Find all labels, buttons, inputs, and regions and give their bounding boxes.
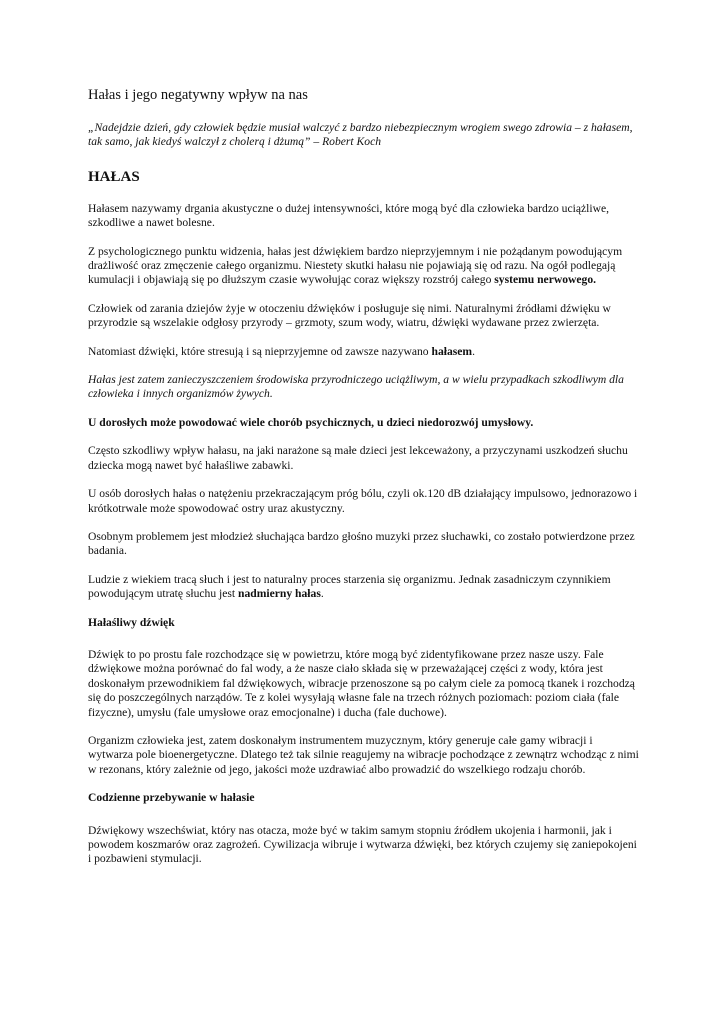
paragraph-stress-sounds bbox=[88, 345, 640, 359]
paragraph-pollution: Hałas jest zatem zanieczyszczeniem środowiska przyrodniczego uciążliwym, a w wielu przypadkach szkodliwym dla człowieka i innych organizmów żywych. bbox=[88, 373, 624, 401]
paragraph-instrument: Organizm człowieka jest, zatem doskonałym instrumentem muzycznym, który generuje całe gamy wibracji i wytwarza pole bioenergetyczne. Dlatego też tak silnie reagujemy na wibracje pochodzące z zewnątrz wchodząc z nimi w rezonans, który zależnie od jego, jakości może uzdrawiać albo prowadzić do wszelkiego rodzaju chorób. bbox=[88, 733, 639, 776]
subheading-noisy-sound: Hałaśliwy dźwięk bbox=[88, 615, 175, 629]
paragraph-aging bbox=[88, 573, 640, 602]
paragraph-aging-emphasis: nadmierny hałas bbox=[238, 587, 321, 601]
paragraph-stress-emphasis: hałasem bbox=[431, 344, 473, 358]
paragraph-aging-end: . bbox=[320, 587, 324, 601]
paragraph-children: Często szkodliwy wpływ hałasu, na jaki narażone są małe dzieci jest lekceważony, a przyczynami uszkodzeń słuchu dziecka mogą nawet być hałaśliwe zabawki. bbox=[88, 444, 628, 472]
paragraph-sound-waves: Dźwięk to po prostu fale rozchodzące się w powietrzu, które mogą być zidentyfikowane przez nasze uszy. Fale dźwiękowe można porównać do fal wody, a że nasze ciało składa się w przeważającej części z wody, która jest doskonałym przewodnikiem fal dźwiękowych, wibracje przenoszone są po całym ciele za pomocą tkanek i rozchodzą się do poszczególnych narządów. Te z kolei wysyłają własne fale na trzech różnych poziomach: poziom ciała (fale fizyczne), umysłu (fale umysłowe oraz emocjonalne) i ducha (fale duchowe). bbox=[88, 647, 635, 719]
paragraph-sound-universe: Dźwiękowy wszechświat, który nas otacza, może być w takim samym stopniu źródłem ukojenia i harmonii, jak i powodem koszmarów oraz zagrożeń. Cywilizacja wibruje i wytwarza dźwięki, bez których czujemy się zaniepokojeni i pozbawieni stymulacji. bbox=[88, 823, 637, 866]
paragraph-psychology-emphasis: systemu nerwowego. bbox=[494, 273, 597, 287]
document-title: Hałas i jego negatywny wpływ na nas bbox=[88, 87, 308, 103]
paragraph-psychology-text: Z psychologicznego punktu widzenia, hałas jest dźwiękiem bardzo nieprzyjemnym i nie pożądanym powodującym drażliwość oraz zmęczenie całego organizmu. Niestety skutki hałasu nie pojawiają się od razu. Na ogół podlegają kumulacji i objawiają się po dłuższym czasie wywołując coraz większy rozstrój całego bbox=[88, 244, 623, 287]
paragraph-nature-sounds: Człowiek od zarania dziejów żyje w otoczeniu dźwięków i posługuje się nimi. Naturalnymi źródłami dźwięku w przyrodzie są wszelakie odgłosy przyrody – grzmoty, szum wody, wiatru, dźwięki wydawane przez zwierzęta. bbox=[88, 301, 611, 330]
paragraph-stress-text: Natomiast dźwięki, które stresują i są nieprzyjemne od zawsze nazywano bbox=[88, 344, 432, 358]
paragraph-effects: U dorosłych może powodować wiele chorób psychicznych, u dzieci niedorozwój umysłowy. bbox=[88, 415, 534, 429]
document-page bbox=[88, 86, 640, 881]
section-heading: HAŁAS bbox=[88, 168, 140, 185]
paragraph-youth: Osobnym problemem jest młodzież słuchająca bardzo głośno muzyki przez słuchawki, co zostało potwierdzone przez badania. bbox=[88, 529, 635, 558]
paragraph-aging-text: Ludzie z wiekiem tracą słuch i jest to naturalny proces starzenia się organizmu. Jednak zasadniczym czynnikiem powodującym utratę słuchu jest bbox=[88, 572, 611, 601]
subheading-daily-noise: Codzienne przebywanie w hałasie bbox=[88, 791, 255, 805]
paragraph-definition: Hałasem nazywamy drgania akustyczne o dużej intensywności, które mogą być dla człowieka bardzo uciążliwe, szkodliwe a nawet bolesne. bbox=[88, 201, 609, 230]
paragraph-stress-end: . bbox=[472, 344, 475, 358]
paragraph-psychology bbox=[88, 245, 640, 288]
opening-quote: „Nadejdzie dzień, gdy człowiek będzie musiał walczyć z bardzo niebezpiecznym wrogiem swego zdrowia – z hałasem, tak samo, jak kiedyś walczył z cholerą i dżumą” – Robert Koch bbox=[88, 121, 633, 149]
paragraph-adults: U osób dorosłych hałas o natężeniu przekraczającym próg bólu, czyli ok.120 dB działający impulsowo, jednorazowo i krótkotrwale może spowodować ostry uraz akustyczny. bbox=[88, 487, 638, 515]
